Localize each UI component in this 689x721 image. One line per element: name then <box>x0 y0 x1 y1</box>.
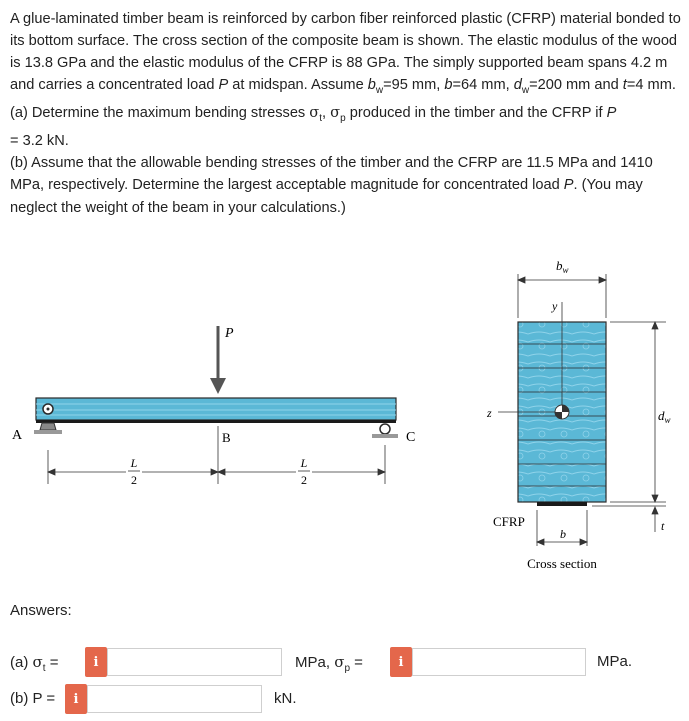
answer-b-unit: kN. <box>274 690 297 707</box>
answers-heading: Answers: <box>10 602 72 619</box>
problem-intro: A glue-laminated timber beam is reinforced by carbon fiber reinforced plastic (CFRP) material bonded to its bottom surface. The cross section of the composite beam is shown. The elastic modulus of the wood is 13.8 GPa and the elastic modulus of the CFRP is 88 GPa. The simply supported beam spans 4.2 m and carries a concentrated load P at midspan. Assume $b_w=95$ mm, b=64 mm, $d_w=200$ mm and t=4 mm. <box>10 11 681 97</box>
label-z: z <box>487 406 492 420</box>
answer-a-mid: MPa, $\sigma_p$ = <box>295 653 363 674</box>
beam <box>36 398 396 423</box>
label-p: P <box>225 326 234 341</box>
hint-icon-p[interactable]: i <box>65 684 87 714</box>
span-dimension <box>48 445 385 484</box>
label-bw: $b_w$ <box>556 258 569 275</box>
load-arrow <box>210 326 226 394</box>
part-a: (a) Determine the maximum bending stresses $\sigma_t$, $\sigma_p$ produced in the timber and the CFRP if P = 3.2 kN. <box>10 104 617 150</box>
label-b-width: b <box>560 527 566 541</box>
label-y: y <box>552 299 558 313</box>
label-c: C <box>406 430 416 445</box>
svg-text:2: 2 <box>301 473 307 487</box>
label-t: t <box>661 519 665 533</box>
beam-figure <box>0 240 689 590</box>
answer-a-unit: MPa. <box>597 653 633 670</box>
svg-text:L: L <box>300 456 308 470</box>
t-dimension <box>592 506 666 532</box>
sigma-p-input[interactable] <box>412 648 586 676</box>
svg-text:2: 2 <box>131 473 137 487</box>
label-dw: $d_w$ <box>658 408 671 425</box>
sigma-t-input[interactable] <box>107 648 282 676</box>
half-span-right <box>296 456 312 487</box>
cross-section-caption: Cross section <box>527 556 597 571</box>
p-input[interactable] <box>87 685 262 713</box>
roller-support-c <box>372 424 398 438</box>
cfrp-strip <box>537 502 587 506</box>
half-span-left <box>126 456 142 487</box>
label-a: A <box>12 428 23 443</box>
answer-b-label: (b) P = <box>10 690 56 707</box>
svg-text:L: L <box>130 456 138 470</box>
hint-icon-sigma-p[interactable]: i <box>390 647 412 677</box>
part-b: (b) Assume that the allowable bending stresses of the timber and the CFRP are 11.5 MPa and 1410 MPa, respectively. Determine the largest acceptable magnitude for concentrated load P. (You may neglect the weight of the beam in your calculations.) <box>10 155 653 216</box>
problem-statement <box>10 8 682 219</box>
label-b: B <box>222 430 231 445</box>
hint-icon-sigma-t[interactable]: i <box>85 647 107 677</box>
answer-a-label: (a) $\sigma_t$ = <box>10 653 59 674</box>
label-cfrp: CFRP <box>493 514 525 529</box>
